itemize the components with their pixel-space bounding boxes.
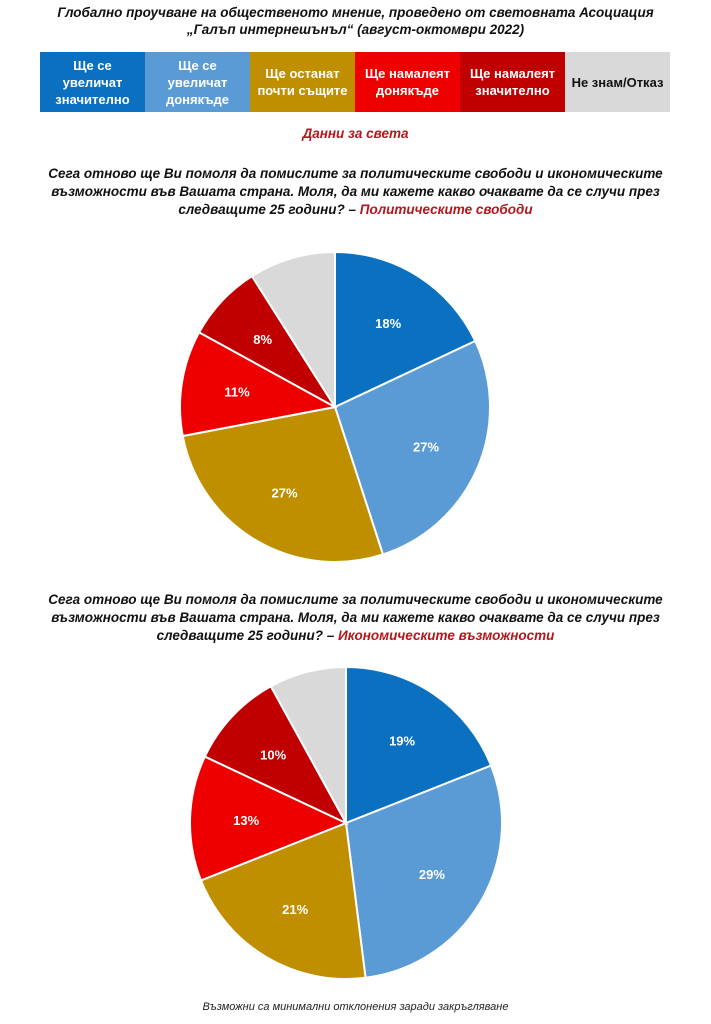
question-political-freedoms: [30, 165, 681, 219]
question-text: Сега отново ще Ви помоля да помислите за политическите свободи и икономическите възможности във Вашата страна. Моля, да ми кажете какво очаквате да се случи през следващите 25 години? –: [48, 166, 663, 217]
pie-label-1: 18%: [375, 316, 402, 332]
legend-key-stay-same: Ще останат почти същите: [250, 52, 355, 112]
footnote: Възможни са минимални отклонения заради закръгляване: [202, 1001, 509, 1013]
question-highlight: Икономическите възможности: [337, 628, 555, 643]
question-highlight: Политическите свободи: [359, 202, 533, 217]
pie-label-1: 19%: [389, 733, 416, 749]
pie-label-5: 10%: [260, 747, 287, 763]
legend-key-decrease-somewhat: Ще намалеят донякъде: [355, 52, 460, 112]
pie-label-4: 11%: [224, 384, 250, 400]
legend-key-increase-significantly: Ще се увеличат значително: [40, 52, 145, 112]
pie-label-5: 8%: [253, 332, 273, 348]
legend-key-decrease-significantly: Ще намалеят значително: [460, 52, 565, 112]
data-scope-subtitle: Данни за света: [302, 126, 409, 141]
legend: [40, 52, 670, 112]
pie-label-4: 13%: [233, 812, 260, 828]
pie-chart-political-freedoms: [0, 240, 711, 570]
question-text: Сега отново ще Ви помоля да помислите за политическите свободи и икономическите възможности във Вашата страна. Моля, да ми кажете какво очаквате да се случи през следващите 25 години? –: [48, 592, 663, 643]
title-line-1: Глобално проучване на общественото мнение, проведено от световната Асоциация: [57, 5, 654, 20]
pie-label-3: 27%: [271, 485, 298, 501]
pie-chart-economic-opportunities: [0, 656, 711, 986]
legend-key-increase-somewhat: Ще се увеличат донякъде: [145, 52, 250, 112]
page-title: [0, 4, 711, 38]
question-economic-opportunities: [30, 591, 681, 645]
pie-label-3: 21%: [282, 901, 309, 917]
legend-key-dont-know: Не знам/Отказ: [565, 52, 670, 112]
pie-label-2: 27%: [412, 439, 440, 455]
title-line-2: „Галъп интернешънъл“ (август-октомври 2022): [186, 22, 525, 37]
pie-label-2: 29%: [418, 866, 445, 882]
